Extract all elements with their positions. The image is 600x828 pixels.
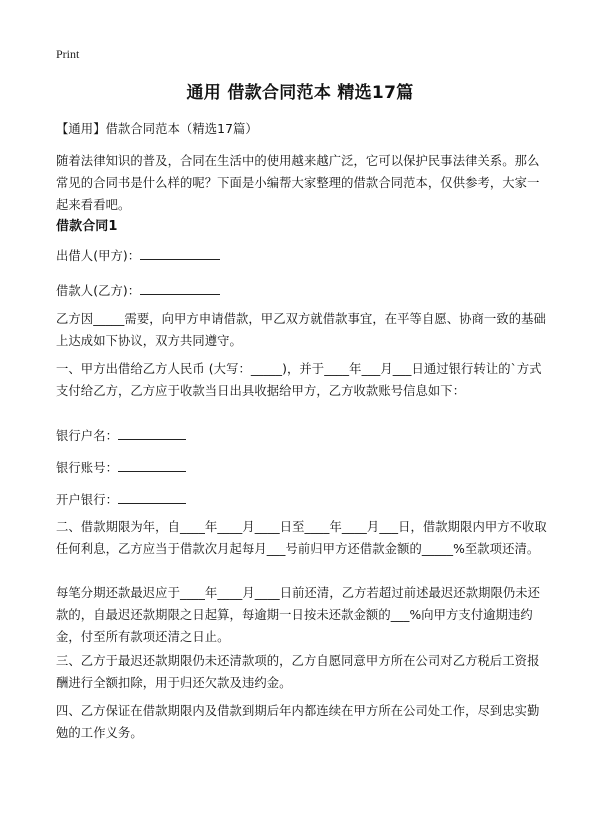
bank-label: 开户银行： bbox=[56, 493, 118, 507]
account-number-field bbox=[56, 457, 550, 479]
bank-blank bbox=[118, 490, 186, 504]
bank-field bbox=[56, 489, 550, 511]
clause-3-deduction: 三、乙方于最迟还款期限仍未还清款项的，乙方自愿同意甲方所在公司对乙方税后工资报酬进行全额扣除，用于归还欠款及违约金。 bbox=[56, 654, 540, 690]
section-heading: 借款合同1 bbox=[56, 219, 118, 234]
lender-field bbox=[56, 245, 550, 267]
clause-4-employment: 四、乙方保证在借款期限内及借款到期后年内都连续在甲方所在公司处工作，尽到忠实勤勉的工作义务。 bbox=[56, 704, 540, 740]
lender-blank bbox=[140, 246, 220, 260]
borrower-label: 借款人(乙方)： bbox=[56, 284, 141, 298]
document-subtitle: 【通用】借款合同范本（精选17篇） bbox=[56, 122, 258, 136]
borrower-blank bbox=[140, 281, 220, 295]
clause-installment: 每笔分期还款最迟应于____年____月____日前还清，乙方若超过前述最迟还款期限仍未还款的，自最迟还款期限之日起算，每逾期一日按未还款金额的___%向甲方支付逾期违约金，付至所有款项还清之日止。 bbox=[56, 586, 541, 644]
clause-1-payment: 一、甲方出借给乙方人民币 (大写：_____)，并于____年___月___日通过银行转让的`方式支付给乙方，乙方应于收款当日出具收据给甲方，乙方收款账号信息如下： bbox=[56, 362, 542, 398]
clause-2-term: 二、借款期限为年，自____年____月____日至____年____月___日，借款期限内甲方不收取任何利息，乙方应当于借款次月起每月___号前归甲方还借款金额的_____%至款项还清。 bbox=[56, 520, 547, 556]
account-number-label: 银行账号： bbox=[56, 461, 118, 475]
account-name-blank bbox=[118, 426, 186, 440]
print-link[interactable]: Print bbox=[56, 47, 80, 61]
borrower-field bbox=[56, 280, 550, 302]
intro-paragraph: 随着法律知识的普及，合同在生活中的使用越来越广泛，它可以保护民事法律关系。那么常见的合同书是什么样的呢？下面是小编帮大家整理的借款合同范本，仅供参考，大家一起来看看吧。 bbox=[56, 154, 540, 212]
lender-label: 出借人(甲方)： bbox=[56, 249, 141, 263]
account-number-blank bbox=[118, 458, 186, 472]
account-name-label: 银行户名： bbox=[56, 429, 118, 443]
document-title: 通用 借款合同范本 精选17篇 bbox=[186, 83, 414, 103]
clause-purpose: 乙方因_____需要，向甲方申请借款，甲乙双方就借款事宜，在平等自愿、协商一致的基础上达成如下协议，双方共同遵守。 bbox=[56, 312, 546, 348]
account-name-field bbox=[56, 425, 550, 447]
